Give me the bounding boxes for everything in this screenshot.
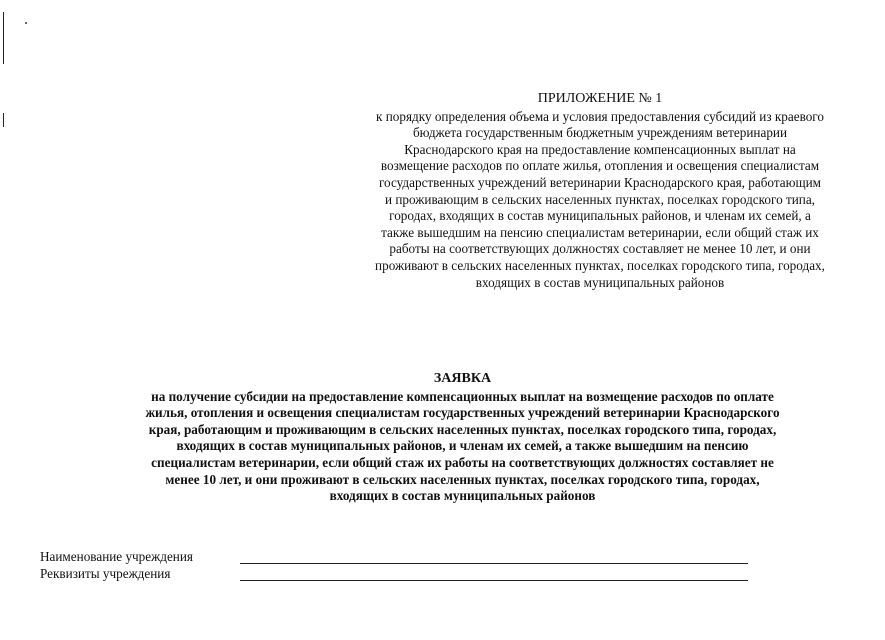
appendix-title: ПРИЛОЖЕНИЕ № 1 (537, 91, 663, 106)
form-row-institution-name (40, 549, 760, 566)
scan-margin-mark (3, 12, 4, 64)
institution-name-blank-line (240, 563, 748, 564)
form-row-institution-details (40, 566, 760, 583)
institution-details-blank-line (240, 580, 748, 581)
scan-dust-mark (25, 22, 27, 24)
request-title: ЗАЯВКА (433, 371, 492, 386)
institution-name-label: Наименование учреждения (40, 549, 193, 564)
institution-details-label: Реквизиты учреждения (40, 566, 171, 581)
request-body: на получение субсидии на предоставление компенсационных выплат на возмещение расходов по оплате жилья, отопления и освещения специалистам государственных учреждений ветеринарии Краснодарского края, работающим и проживающим в сельских населенных пунктах, поселках городского типа, городах, входящих в состав муниципальных районов, и членам их семей, а также вышедшим на пенсию специалистам ветеринарии, если общий стаж их работы на соответствующих должностях составляет не менее 10 лет, и они проживают в сельских населенных пунктах, поселках городского типа, городах, входящих в состав муниципальных районов (145, 388, 780, 504)
scan-margin-mark (3, 113, 4, 127)
appendix-body: к порядку определения объема и условия предоставления субсидий из краевого бюджета государственным бюджетным учреждениям ветеринарии Краснодарского края на предоставление компенсационных выплат на возмещение расходов по оплате жилья, отопления и освещения специалистам государственных учреждений ветеринарии Краснодарского края, работающим и проживающим в сельских населенных пунктах, поселках городского типа, городах, входящих в состав муниципальных районов, и членам их семей, а также вышедшим на пенсию специалистам ветеринарии, если общий стаж их работы на соответствующих должностях составляет не менее 10 лет, и они проживают в сельских населенных пунктах, поселках городского типа, городах, входящих в состав муниципальных районов (375, 108, 825, 290)
request-block (140, 371, 785, 505)
appendix-block (360, 91, 840, 291)
